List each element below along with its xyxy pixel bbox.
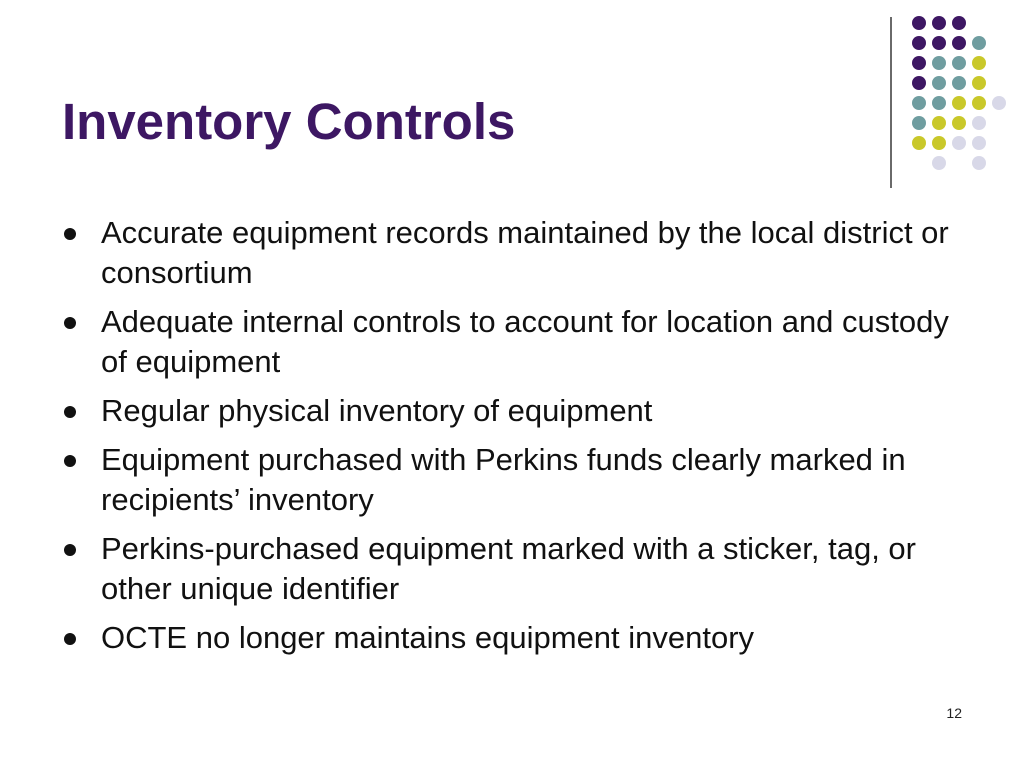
decorative-dot-purple	[952, 16, 966, 30]
decorative-dot-purple	[932, 36, 946, 50]
list-item	[62, 302, 982, 382]
decorative-dot-purple	[932, 16, 946, 30]
decorative-dot-olive	[952, 96, 966, 110]
decorative-dot-purple	[912, 76, 926, 90]
list-item	[62, 213, 982, 293]
bullet-text: Equipment purchased with Perkins funds clearly marked in recipients’ inventory	[101, 442, 906, 517]
decorative-dot-lavender	[952, 136, 966, 150]
decorative-dot-purple	[912, 36, 926, 50]
decorative-dot-olive	[972, 56, 986, 70]
bullet-text: Perkins-purchased equipment marked with a sticker, tag, or other unique identifier	[101, 531, 916, 606]
decorative-dot-lavender	[992, 96, 1006, 110]
bullet-dot-icon	[64, 544, 76, 556]
decorative-dot-lavender	[932, 156, 946, 170]
bullet-dot-icon	[64, 228, 76, 240]
decorative-dot-lavender	[972, 116, 986, 130]
decorative-dot-purple	[952, 36, 966, 50]
decorative-dot-purple	[912, 56, 926, 70]
decorative-dot-olive	[912, 136, 926, 150]
decorative-dot-lavender	[972, 136, 986, 150]
decorative-dot-lavender	[972, 156, 986, 170]
decorative-dot-olive	[932, 136, 946, 150]
list-item	[62, 391, 982, 431]
decorative-dot-purple	[912, 16, 926, 30]
bullet-dot-icon	[64, 317, 76, 329]
bullet-list	[62, 213, 982, 667]
decorative-dot-teal	[952, 56, 966, 70]
decorative-dot-olive	[932, 116, 946, 130]
bullet-dot-icon	[64, 406, 76, 418]
list-item	[62, 618, 982, 658]
vertical-divider	[890, 17, 892, 188]
bullet-dot-icon	[64, 455, 76, 467]
decorative-dot-teal	[972, 36, 986, 50]
bullet-text: Adequate internal controls to account for location and custody of equipment	[101, 304, 949, 379]
decorative-dot-teal	[952, 76, 966, 90]
decorative-dot-olive	[972, 76, 986, 90]
decorative-dot-teal	[932, 56, 946, 70]
decorative-dot-teal	[912, 96, 926, 110]
bullet-text: OCTE no longer maintains equipment inventory	[101, 620, 755, 655]
page-number: 12	[946, 705, 962, 721]
decorative-dot-teal	[912, 116, 926, 130]
bullet-text: Regular physical inventory of equipment	[101, 393, 653, 428]
list-item	[62, 529, 982, 609]
bullet-dot-icon	[64, 633, 76, 645]
bullet-text: Accurate equipment records maintained by the local district or consortium	[101, 215, 949, 290]
decorative-dot-teal	[932, 96, 946, 110]
decorative-dot-olive	[972, 96, 986, 110]
decorative-dot-olive	[952, 116, 966, 130]
decorative-dot-teal	[932, 76, 946, 90]
list-item	[62, 440, 982, 520]
slide-title: Inventory Controls	[62, 93, 516, 150]
